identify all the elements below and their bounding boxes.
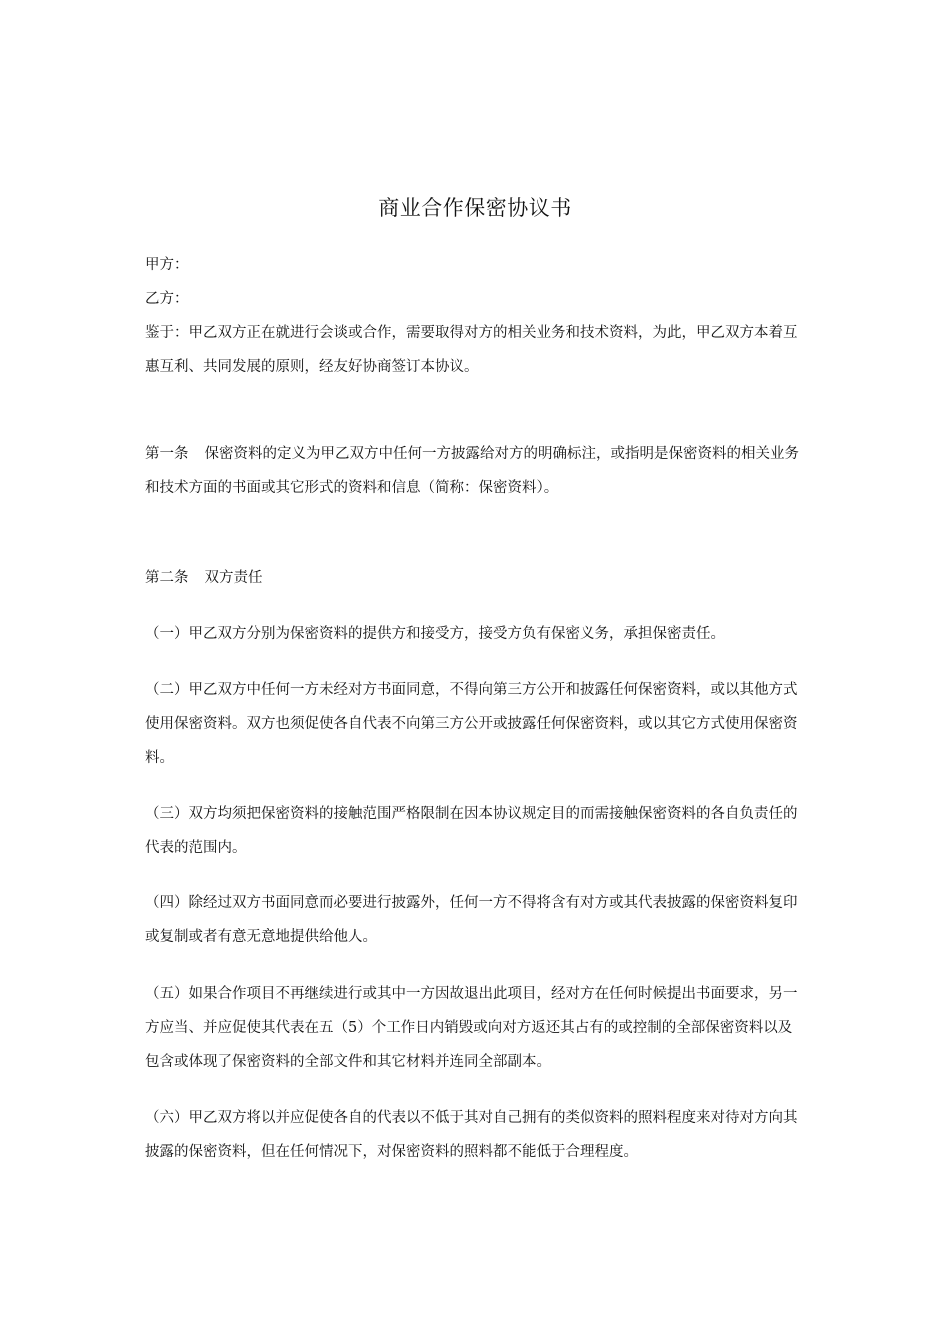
party-a-line: 甲方： bbox=[145, 257, 189, 273]
article-2-item-2: （二）甲乙双方中任何一方未经对方书面同意，不得向第三方公开和披露任何保密资料，或以其他方式使用保密资料。双方也须促使各自代表不向第三方公开或披露任何保密资料，或以其它方式使用保密资料。 bbox=[145, 682, 798, 766]
article-2-item-5: （五）如果合作项目不再继续进行或其中一方因故退出此项目，经对方在任何时候提出书面要求，另一方应当、并应促使其代表在五（5）个工作日内销毁或向对方返还其占有的或控制的全部保密资料以及包含或体现了保密资料的全部文件和其它材料并连同全部副本。 bbox=[145, 986, 798, 1070]
article-2-heading: 第二条 bbox=[145, 570, 189, 586]
article-2-title: 双方责任 bbox=[204, 570, 263, 586]
article-2-item-1: （一）甲乙双方分别为保密资料的提供方和接受方，接受方负有保密义务，承担保密责任。 bbox=[145, 626, 725, 642]
document-title: 商业合作保密协议书 bbox=[378, 196, 572, 220]
preamble-paragraph: 鉴于：甲乙双方正在就进行会谈或合作，需要取得对方的相关业务和技术资料，为此，甲乙双方本着互惠互利、共同发展的原则，经友好协商签订本协议。 bbox=[145, 325, 798, 375]
party-b-line: 乙方： bbox=[145, 291, 189, 307]
article-2-item-4: （四）除经过双方书面同意而必要进行披露外，任何一方不得将含有对方或其代表披露的保密资料复印或复制或者有意无意地提供给他人。 bbox=[145, 895, 798, 945]
article-1-paragraph bbox=[145, 437, 805, 505]
article-2-item-3: （三）双方均须把保密资料的接触范围严格限制在因本协议规定目的而需接触保密资料的各自负责任的代表的范围内。 bbox=[145, 806, 798, 856]
article-1-text: 保密资料的定义为甲乙双方中任何一方披露给对方的明确标注，或指明是保密资料的相关业务和技术方面的书面或其它形式的资料和信息（简称：保密资料）。 bbox=[145, 446, 799, 496]
article-2-heading-line bbox=[145, 561, 805, 595]
article-2-item-6: （六）甲乙双方将以并应促使各自的代表以不低于其对自己拥有的类似资料的照料程度来对待对方向其披露的保密资料，但在任何情况下，对保密资料的照料都不能低于合理程度。 bbox=[145, 1110, 798, 1160]
article-1-heading: 第一条 bbox=[145, 446, 189, 462]
